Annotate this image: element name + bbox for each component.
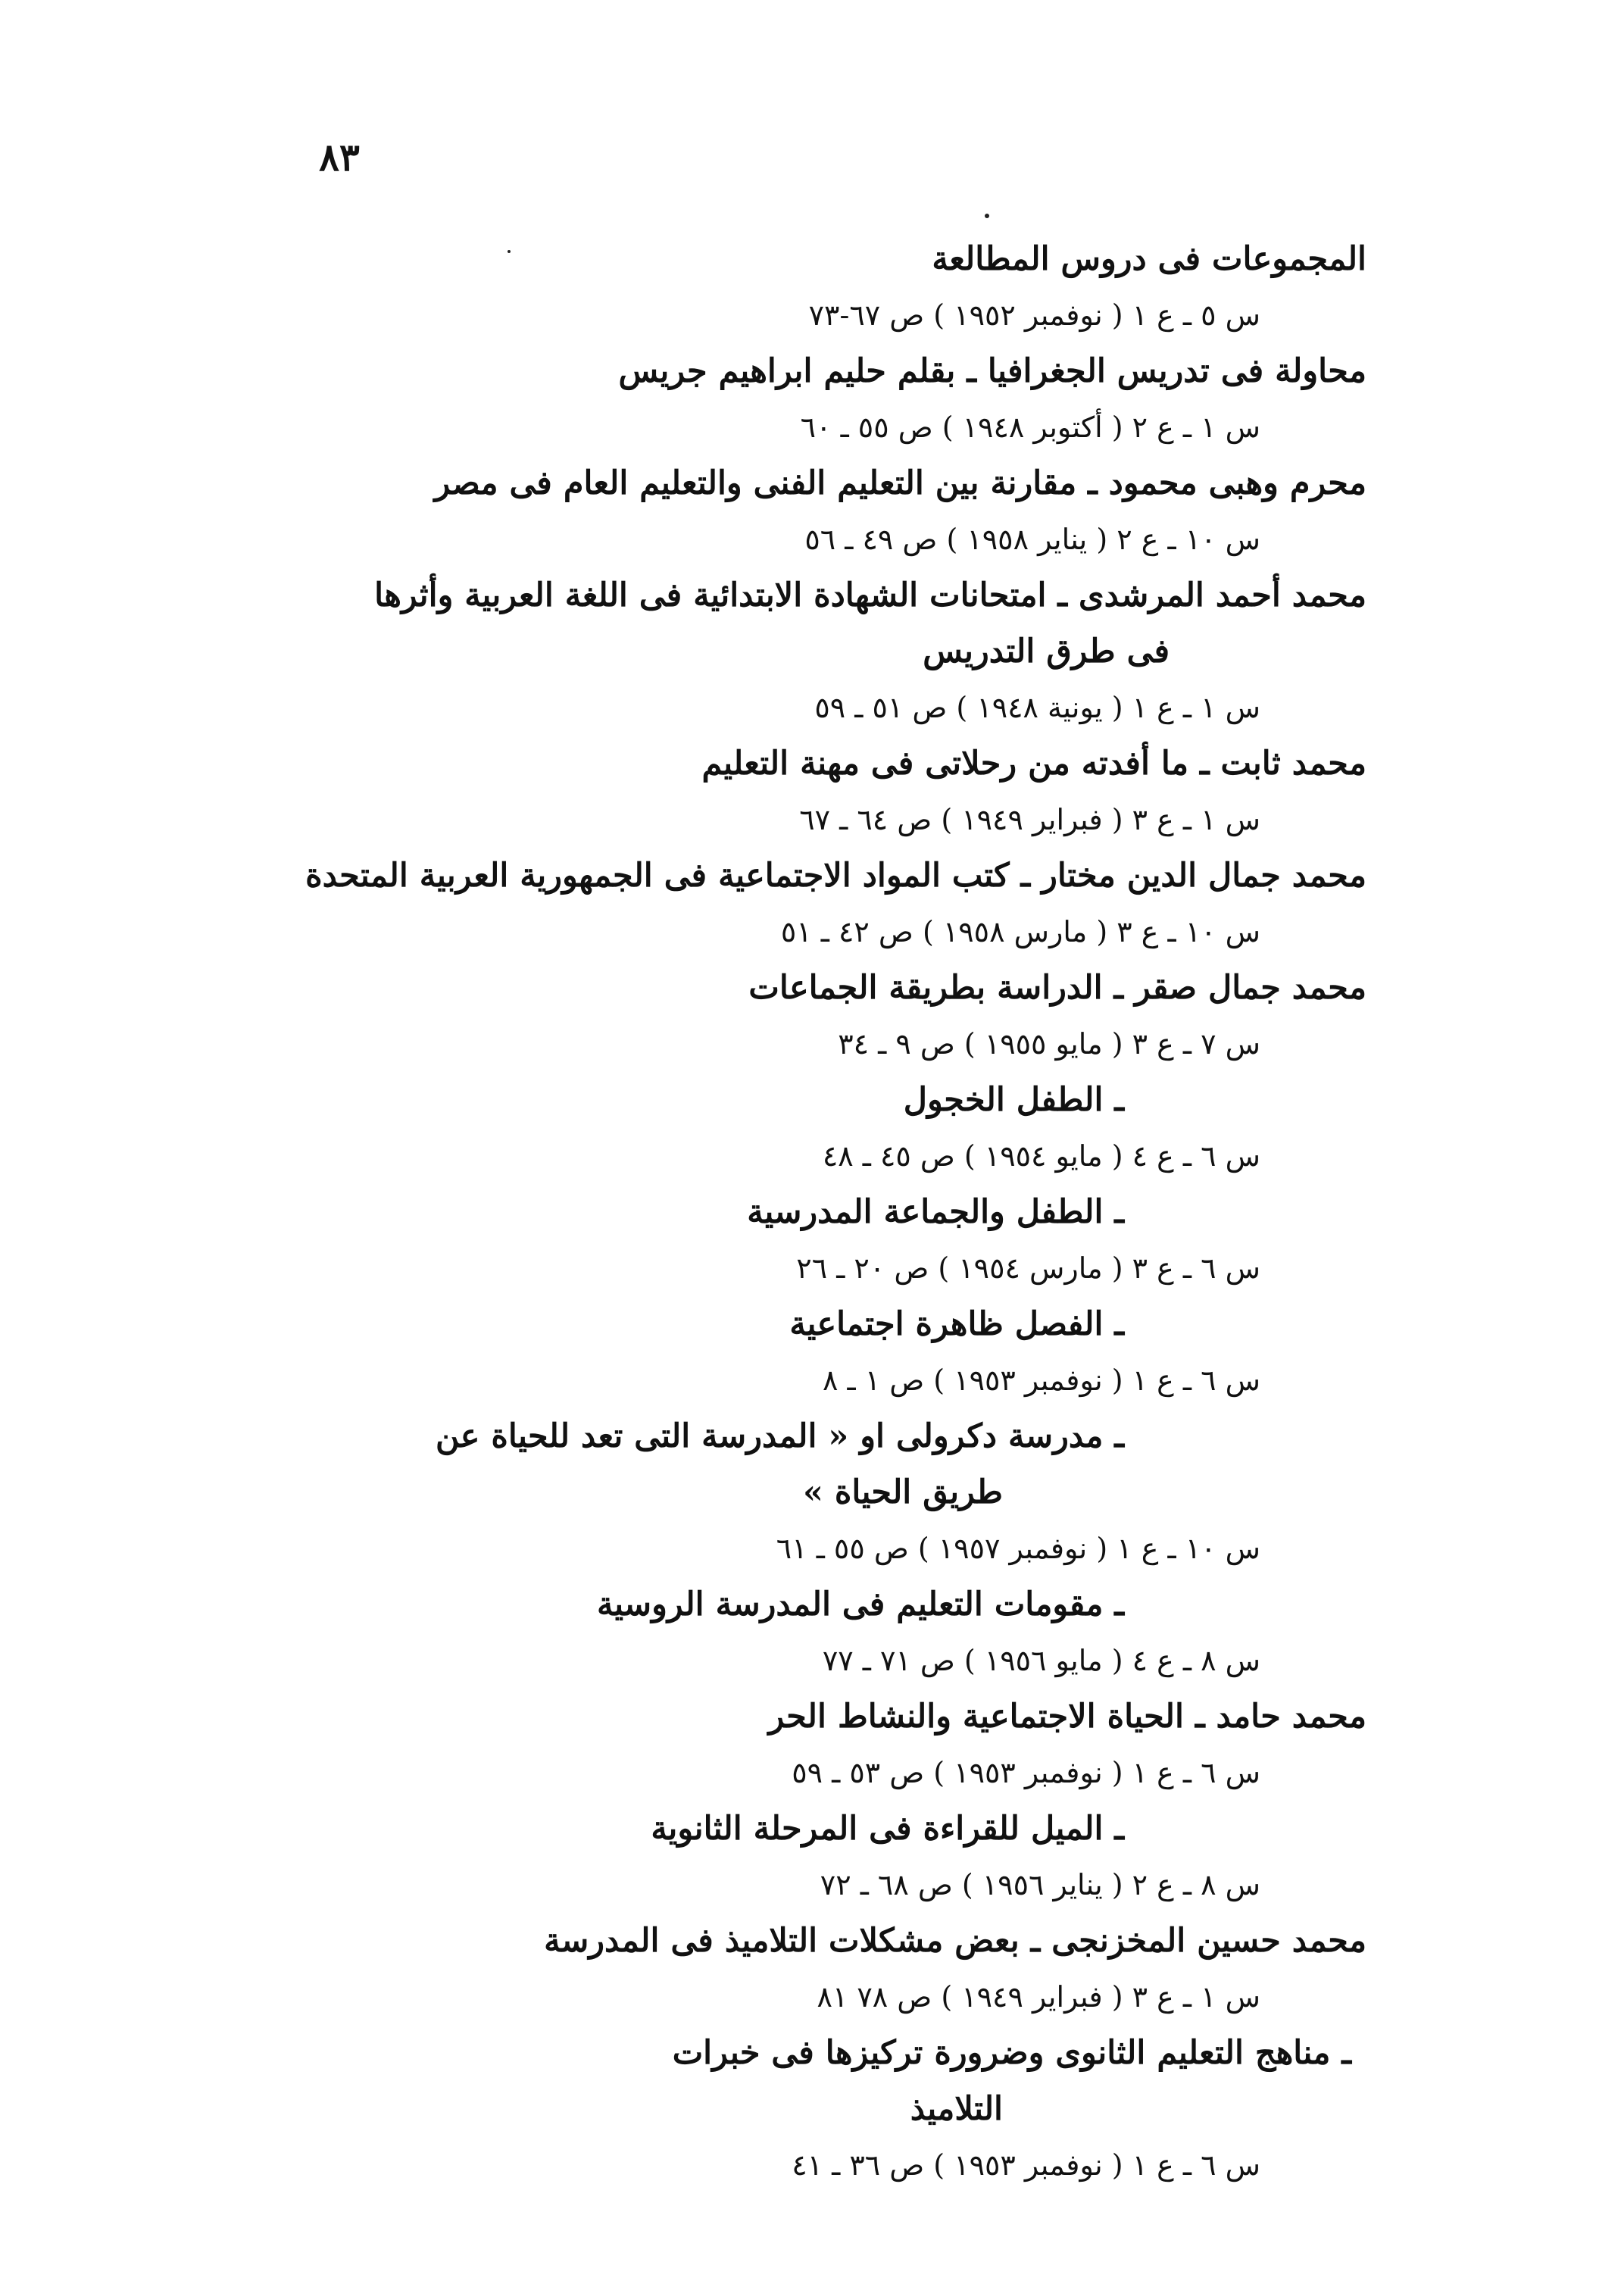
entry-reference: س ٦ ـ ع ٤ ( مايو ١٩٥٤ ) ص ٤٥ ـ ٤٨ — [822, 1139, 1260, 1173]
entry-title: ـ مقومات التعليم فى المدرسة الروسية — [597, 1586, 1124, 1623]
entry-reference: س ٦ ـ ع ٣ ( مارس ١٩٥٤ ) ص ٢٠ ـ ٢٦ — [796, 1251, 1260, 1285]
entry-reference: س ٧ ـ ع ٣ ( مايو ١٩٥٥ ) ص ٩ ـ ٣٤ — [838, 1027, 1260, 1061]
entry-title: محرم وهبى محمود ـ مقارنة بين التعليم الفنى والتعليم العام فى مصر — [434, 464, 1366, 502]
entry-title: ـ مناهج التعليم الثانوى وضرورة تركيزها فى خبرات — [672, 2034, 1351, 2072]
entry-title: محمد حسين المخزنجى ـ بعض مشكلات التلاميذ فى المدرسة — [544, 1922, 1366, 1960]
entry-title: محمد أحمد المرشدى ـ امتحانات الشهادة الابتدائية فى اللغة العربية وأثرها — [374, 576, 1366, 614]
entry-title: محمد جمال صقر ـ الدراسة بطريقة الجماعات — [748, 969, 1366, 1007]
entry-reference: س ١ ـ ع ٣ ( فبراير ١٩٤٩ ) ص ٦٤ ـ ٦٧ — [799, 803, 1260, 836]
entry-title: التلاميذ — [910, 2090, 1003, 2128]
entry-title: محاولة فى تدريس الجغرافيا ـ بقلم حليم ابراهيم جريس — [618, 352, 1366, 390]
entry-title: المجموعات فى دروس المطالعة — [932, 240, 1366, 278]
entry-reference: س ٦ ـ ع ١ ( نوفمبر ١٩٥٣ ) ص ٥٣ ـ ٥٩ — [792, 1756, 1260, 1789]
entry-reference: س ٥ ـ ع ١ ( نوفمبر ١٩٥٢ ) ص ٦٧-٧٣ — [808, 298, 1260, 332]
page-number: ٨٣ — [319, 135, 360, 180]
entry-title: فى طرق التدريس — [923, 633, 1170, 670]
entry-reference: س ٦ ـ ع ١ ( نوفمبر ١٩٥٣ ) ص ٣٦ ـ ٤١ — [792, 2148, 1260, 2182]
entry-reference: س ٨ ـ ع ٢ ( يناير ١٩٥٦ ) ص ٦٨ ـ ٧٢ — [820, 1868, 1260, 1901]
entry-title: ـ الفصل ظاهرة اجتماعية — [789, 1305, 1124, 1343]
entry-reference: س ١٠ ـ ع ١ ( نوفمبر ١٩٥٧ ) ص ٥٥ ـ ٦١ — [776, 1532, 1260, 1565]
entry-title: ـ مدرسة دكرولى او « المدرسة التى تعد للحياة عن — [436, 1417, 1124, 1455]
entry-reference: س ١ ـ ع ٣ ( فبراير ١٩٤٩ ) ص ٧٨ ٨١ — [817, 1980, 1260, 2014]
entry-title: محمد حامد ـ الحياة الاجتماعية والنشاط الحر — [768, 1698, 1366, 1736]
entry-title: محمد جمال الدين مختار ـ كتب المواد الاجتماعية فى الجمهورية العربية المتحدة — [305, 857, 1366, 895]
entry-title: طريق الحياة » — [802, 1473, 1003, 1511]
entry-reference: س ٨ ـ ع ٤ ( مايو ١٩٥٦ ) ص ٧١ ـ ٧٧ — [822, 1644, 1260, 1677]
entry-title: ـ الطفل والجماعة المدرسية — [747, 1193, 1124, 1231]
entry-reference: س ١٠ ـ ع ٣ ( مارس ١٩٥٨ ) ص ٤٢ ـ ٥١ — [780, 915, 1260, 948]
entry-title: ـ الميل للقراءة فى المرحلة الثانوية — [651, 1810, 1124, 1848]
entry-title: ـ الطفل الخجول — [903, 1081, 1124, 1119]
entry-reference: س ٦ ـ ع ١ ( نوفمبر ١٩٥٣ ) ص ١ ـ ٨ — [823, 1364, 1260, 1397]
entry-reference: س ١٠ ـ ع ٢ ( يناير ١٩٥٨ ) ص ٤٩ ـ ٥٦ — [804, 523, 1260, 556]
entry-reference: س ١ ـ ع ١ ( يونية ١٩٤٨ ) ص ٥١ ـ ٥٩ — [814, 691, 1260, 724]
entry-reference: س ١ ـ ع ٢ ( أكتوبر ١٩٤٨ ) ص ٥٥ ـ ٦٠ — [800, 411, 1260, 444]
entry-title: محمد ثابت ـ ما أفدته من رحلاتى فى مهنة التعليم — [701, 745, 1366, 783]
index-list — [223, 231, 1366, 2193]
ink-speck — [985, 214, 989, 218]
